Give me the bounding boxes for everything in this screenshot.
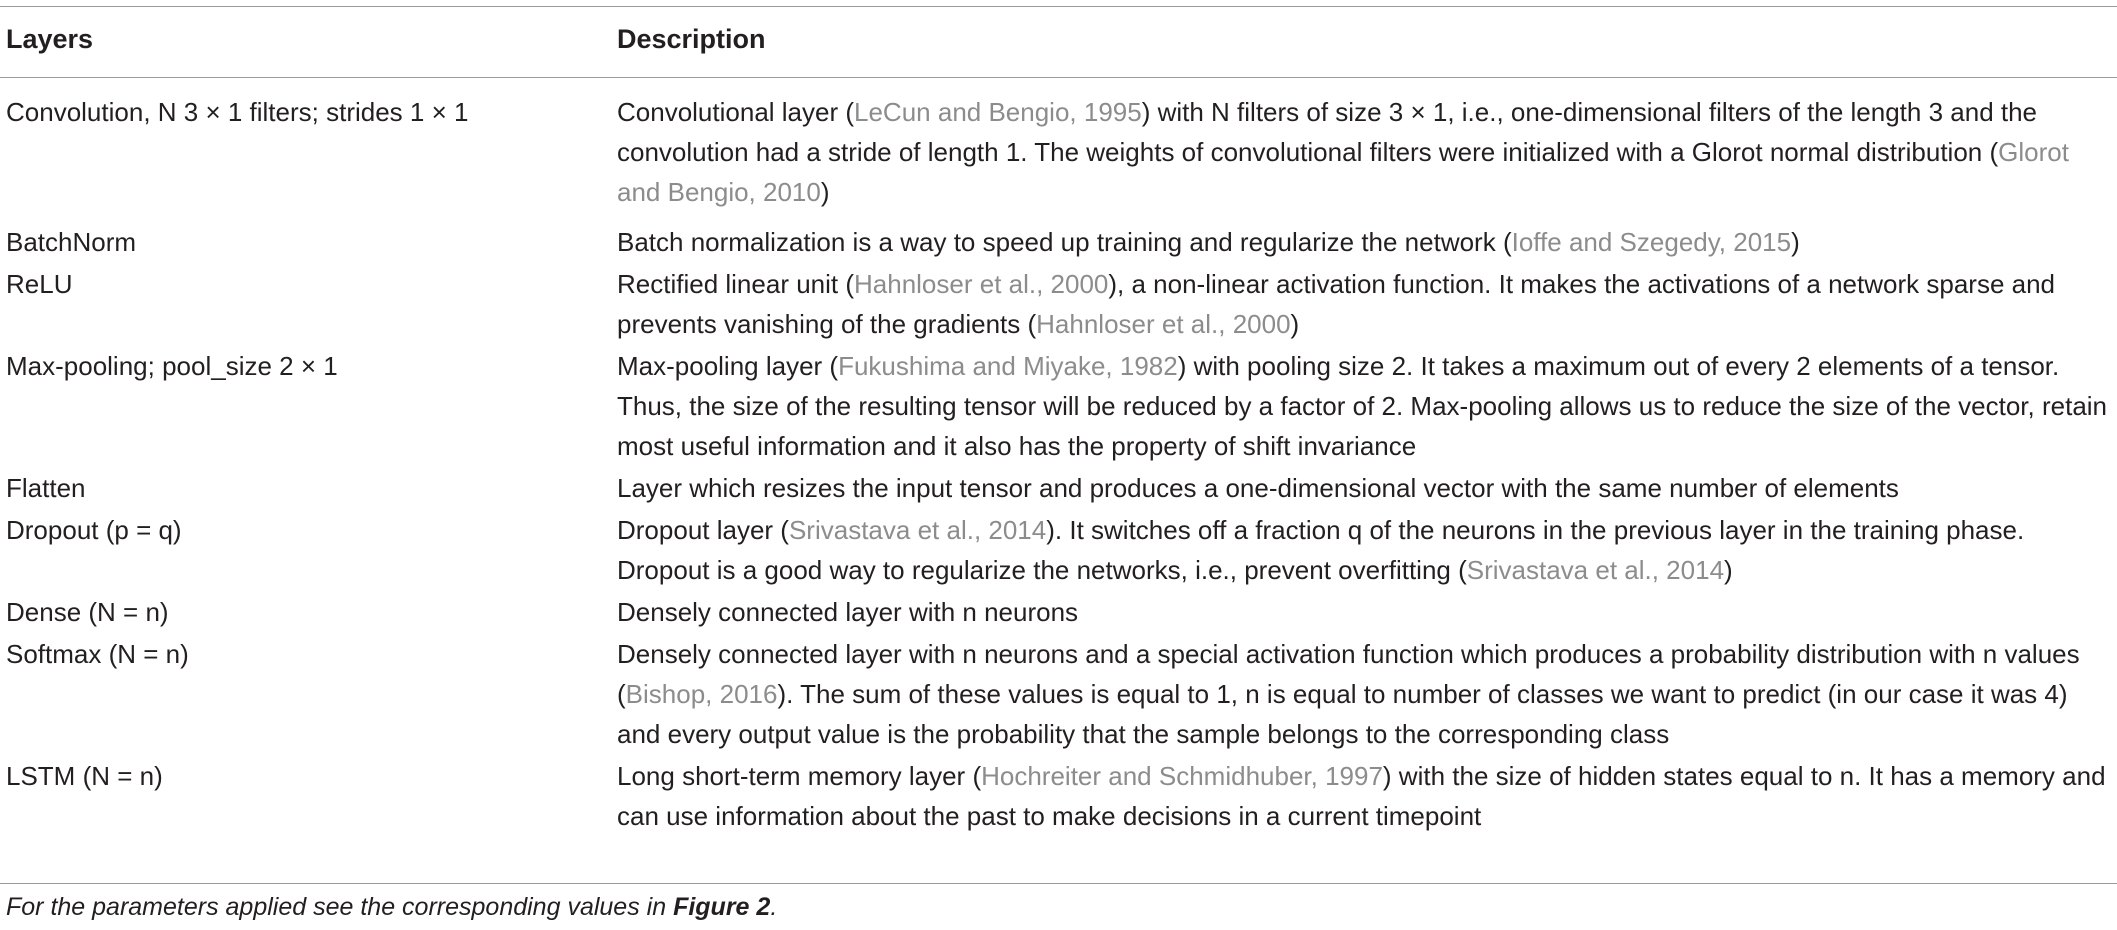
table-footnote xyxy=(6,893,777,922)
description-text: Long short-term memory layer ( xyxy=(617,761,982,791)
layer-name-cell: Convolution, N 3 × 1 filters; strides 1 × 1 xyxy=(6,97,469,127)
footnote-prefix: For the parameters applied see the corresponding values in xyxy=(6,893,674,921)
citation-link[interactable]: Glorot and Bengio, 2010 xyxy=(617,137,2069,207)
layer-name-cell: Softmax (N = n) xyxy=(6,639,189,669)
description-text: ), a non-linear activation function. It makes the activations of a network sparse and prevents vanishing of the gradients ( xyxy=(617,269,2056,339)
description-cell xyxy=(617,222,2109,262)
description-text: ) xyxy=(820,177,830,207)
table-row xyxy=(0,222,2117,262)
layer-name-cell: Flatten xyxy=(6,473,86,503)
description-cell xyxy=(617,756,2109,836)
table-body xyxy=(0,92,2117,836)
table-top-rule xyxy=(0,6,2117,7)
description-text: ) with the size of hidden states equal to n. It has a memory and can use information about the past to make decisions in a current timepoint xyxy=(617,761,2106,831)
table-header-row xyxy=(0,24,2117,60)
description-cell xyxy=(617,468,2109,508)
table-header-rule xyxy=(0,77,2117,78)
description-text: ) with pooling size 2. It takes a maximum out of every 2 elements of a tensor. Thus, the size of the resulting tensor will be reduced by a factor of 2. Max-pooling allows us to reduce the size of the vector, retain most useful information and it also has the property of shift invariance xyxy=(617,351,2108,461)
description-text: Dropout layer ( xyxy=(617,515,789,545)
table-row xyxy=(0,592,2117,632)
table-row xyxy=(0,264,2117,344)
description-text: Densely connected layer with n neurons xyxy=(617,597,1079,627)
citation-link[interactable]: Bishop, 2016 xyxy=(625,679,778,709)
citation-link[interactable]: Hahnloser et al., 2000 xyxy=(1036,309,1291,339)
description-text: ) xyxy=(1724,555,1733,585)
footnote-figure-ref[interactable]: Figure 2 xyxy=(673,893,771,921)
description-text: ). It switches off a fraction q of the neurons in the previous layer in the training phase. Dropout is a good way to regularize the networks, i.e., prevent overfitting ( xyxy=(617,515,2025,585)
layer-name-cell: LSTM (N = n) xyxy=(6,761,163,791)
description-text: Rectified linear unit ( xyxy=(617,269,854,299)
citation-link[interactable]: LeCun and Bengio, 1995 xyxy=(854,97,1142,127)
layer-name-cell: Max-pooling; pool_size 2 × 1 xyxy=(6,351,338,381)
footnote-suffix: . xyxy=(770,893,778,921)
table-row xyxy=(0,346,2117,466)
header-description: Description xyxy=(617,24,766,54)
citation-link[interactable]: Srivastava et al., 2014 xyxy=(1466,555,1725,585)
description-text: ) with N filters of size 3 × 1, i.e., one-dimensional filters of the length 3 and the convolution had a stride of length 1. The weights of convolutional filters were initialized with a Glorot normal distribution ( xyxy=(617,97,2038,167)
header-layers: Layers xyxy=(6,24,94,54)
table-row xyxy=(0,756,2117,836)
description-cell xyxy=(617,510,2109,590)
description-cell xyxy=(617,592,2109,632)
layer-name-cell: BatchNorm xyxy=(6,227,137,257)
description-cell xyxy=(617,634,2109,754)
citation-link[interactable]: Hahnloser et al., 2000 xyxy=(854,269,1109,299)
description-text: Max-pooling layer ( xyxy=(617,351,839,381)
citation-link[interactable]: Hochreiter and Schmidhuber, 1997 xyxy=(981,761,1383,791)
description-text: ). The sum of these values is equal to 1, n is equal to number of classes we want to predict (in our case it was 4) and every output value is the probability that the sample belongs to the corresponding class xyxy=(617,679,2068,749)
description-text: ) xyxy=(1791,227,1800,257)
description-text: Layer which resizes the input tensor and produces a one-dimensional vector with the same number of elements xyxy=(617,473,1899,503)
layer-name-cell: Dense (N = n) xyxy=(6,597,169,627)
layer-name-cell: ReLU xyxy=(6,269,73,299)
citation-link[interactable]: Fukushima and Miyake, 1982 xyxy=(838,351,1178,381)
description-text: Batch normalization is a way to speed up training and regularize the network ( xyxy=(617,227,1512,257)
description-text: Convolutional layer ( xyxy=(617,97,855,127)
table-row xyxy=(0,92,2117,212)
table-row xyxy=(0,510,2117,590)
table-row xyxy=(0,634,2117,754)
description-text: Densely connected layer with n neurons and a special activation function which produces a probability distribution with n values ( xyxy=(617,639,2080,709)
description-cell xyxy=(617,264,2109,344)
citation-link[interactable]: Srivastava et al., 2014 xyxy=(788,515,1047,545)
description-cell xyxy=(617,92,2109,212)
description-cell xyxy=(617,346,2109,466)
citation-link[interactable]: Ioffe and Szegedy, 2015 xyxy=(1511,227,1792,257)
layer-name-cell: Dropout (p = q) xyxy=(6,515,182,545)
table-bottom-rule xyxy=(0,883,2117,884)
table-row xyxy=(0,468,2117,508)
description-text: ) xyxy=(1290,309,1300,339)
